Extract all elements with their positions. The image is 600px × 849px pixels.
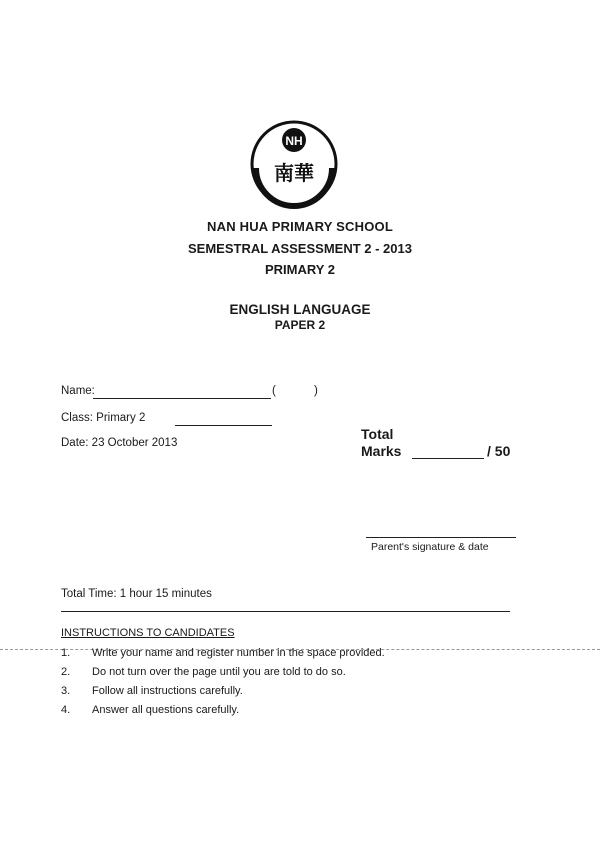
instruction-item: Do not turn over the page until you are told to do so. [92,666,346,678]
instruction-item: Answer all questions carefully. [92,704,240,716]
marks-out-of: / 50 [487,443,511,459]
instructions-list [0,644,600,724]
instruction-number: 4. [61,704,71,716]
total-time: Total Time: 1 hour 15 minutes [61,588,212,600]
school-logo [248,118,340,210]
class-label: Class: Primary 2 [61,412,146,424]
level-title: PRIMARY 2 [264,262,336,277]
instruction-number: 3. [61,685,71,697]
logo-initials: NH [285,134,303,148]
assessment-title: SEMESTRAL ASSESSMENT 2 - 2013 [188,241,412,256]
paper-title: PAPER 2 [274,318,326,332]
class-field-line[interactable] [175,425,272,426]
instructions-heading: INSTRUCTIONS TO CANDIDATES [61,627,235,639]
date-label: Date: 23 October 2013 [61,437,178,449]
section-divider [61,611,510,612]
instruction-number: 2. [61,666,71,678]
register-close-bracket: ) [314,385,318,397]
total-label: Total [361,426,394,442]
name-field-line[interactable] [93,398,271,399]
marks-field-line[interactable] [412,458,484,459]
signature-line[interactable] [366,537,516,538]
school-name: NAN HUA PRIMARY SCHOOL [207,219,393,234]
logo-chinese-text: 南華 [274,161,314,185]
name-label: Name: [61,385,95,397]
register-open-bracket: ( [272,385,276,397]
marks-label: Marks [361,443,402,459]
instruction-item: Follow all instructions carefully. [92,685,243,697]
signature-label: Parent's signature & date [371,541,489,553]
subject-title: ENGLISH LANGUAGE [229,302,371,317]
instruction-number: 1. [61,647,71,659]
instruction-item: Write your name and register number in the space provided. [92,647,385,659]
